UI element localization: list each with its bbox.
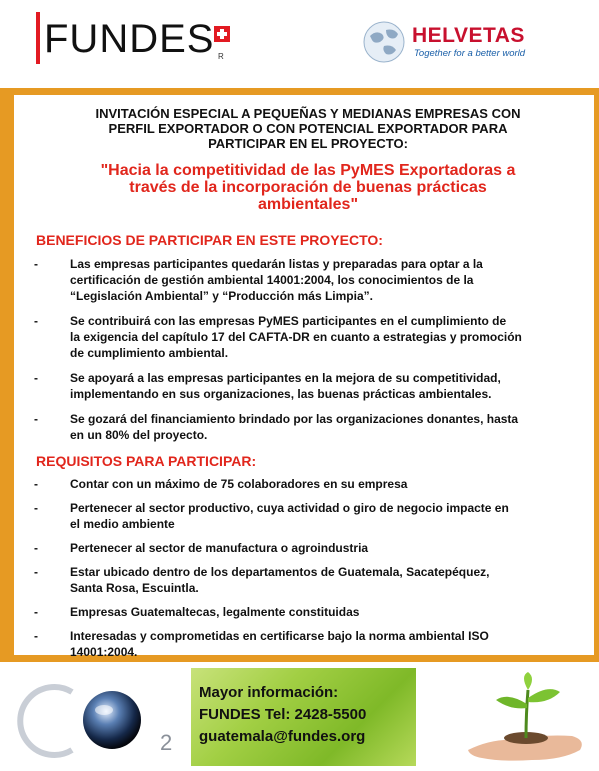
invitation-line: INVITACIÓN ESPECIAL A PEQUEÑAS Y MEDIANAS EMPRESAS CON (95, 106, 521, 121)
list-item-line: Se contribuirá con las empresas PyMES participantes en el cumplimiento de (70, 314, 507, 328)
co2-graphic (14, 680, 184, 760)
list-dash: - (34, 257, 38, 271)
list-item-line: Interesadas y comprometidas en certificarse bajo la norma ambiental ISO (70, 629, 489, 643)
list-item-line: certificación de gestión ambiental 14001:2004, los conocimientos de la (70, 273, 474, 287)
swiss-cross-icon (214, 26, 230, 42)
list-dash: - (34, 314, 38, 328)
benefits-title: BENEFICIOS DE PARTICIPAR EN ESTE PROYECTO: (36, 232, 383, 248)
project-title (38, 162, 578, 213)
list-item-text (70, 500, 582, 532)
list-item (34, 476, 582, 492)
helvetas-logo-text: HELVETAS (412, 24, 525, 47)
list-item-text (70, 411, 582, 443)
fundes-logo-bar (36, 12, 40, 64)
list-item-line: Las empresas participantes quedarán listas y preparadas para optar a la (70, 257, 483, 271)
list-item (34, 256, 582, 304)
list-item-line: el medio ambiente (70, 517, 175, 531)
list-item-line: de cumplimiento ambiental. (70, 346, 229, 360)
list-item-text (70, 604, 582, 620)
list-item (34, 313, 582, 361)
co2-subscript: 2 (160, 730, 173, 755)
list-item-line: Estar ubicado dentro de los departamentos de Guatemala, Sacatepéquez, (70, 565, 490, 579)
project-title-line: través de la incorporación de buenas prácticas (129, 179, 487, 196)
contact-email: guatemala@fundes.org (199, 728, 366, 745)
list-dash: - (34, 412, 38, 426)
header (0, 0, 599, 88)
list-item-line: en un 80% del proyecto. (70, 428, 208, 442)
list-item-line: 14001:2004. (70, 645, 138, 659)
list-item-line: implementando en sus organizaciones, las buenas prácticas ambientales. (70, 387, 492, 401)
list-dash: - (34, 565, 38, 579)
benefits-list (34, 256, 582, 452)
project-title-line: "Hacia la competitividad de las PyMES Exportadoras a (100, 162, 516, 179)
list-item (34, 500, 582, 532)
list-item-text (70, 540, 582, 556)
list-dash: - (34, 501, 38, 515)
list-item-text (70, 628, 582, 660)
list-dash: - (34, 477, 38, 491)
list-item-line: Contar con un máximo de 75 colaboradores en su empresa (70, 477, 408, 491)
list-item-line: “Legislación Ambiental” y “Producción más Limpia”. (70, 289, 373, 303)
list-item-line: Empresas Guatemaltecas, legalmente constituidas (70, 605, 360, 619)
list-item-line: la exigencia del capítulo 17 del CAFTA-DR en cuanto a estrategias y promoción (70, 330, 522, 344)
contact-title: Mayor información: (199, 684, 339, 701)
list-item (34, 540, 582, 556)
list-dash: - (34, 629, 38, 643)
requirements-title: REQUISITOS PARA PARTICIPAR: (36, 453, 257, 469)
invitation-line: PERFIL EXPORTADOR O CON POTENCIAL EXPORTADOR PARA (108, 121, 508, 136)
list-item-text (70, 564, 582, 596)
list-item-line: Se apoyará a las empresas participantes en la mejora de su competitividad, (70, 371, 501, 385)
fundes-logo-text: FUNDES (44, 17, 215, 61)
globe-icon (362, 20, 406, 64)
list-item (34, 370, 582, 402)
invitation-line: PARTICIPAR EN EL PROYECTO: (208, 136, 408, 151)
invitation-heading (38, 106, 578, 151)
registered-mark: R (218, 52, 224, 61)
list-item (34, 411, 582, 443)
list-item (34, 628, 582, 660)
list-item (34, 604, 582, 620)
list-item-text (70, 313, 582, 361)
list-dash: - (34, 371, 38, 385)
list-item-text (70, 476, 582, 492)
requirements-list (34, 476, 582, 668)
helvetas-tagline: Together for a better world (414, 48, 526, 59)
list-item-text (70, 256, 582, 304)
hand-plant-image (462, 670, 590, 766)
list-item (34, 564, 582, 596)
list-item-line: Pertenecer al sector de manufactura o agroindustria (70, 541, 369, 555)
project-title-line: ambientales" (257, 196, 359, 213)
list-dash: - (34, 541, 38, 555)
list-item-line: Se gozará del financiamiento brindado por las organizaciones donantes, hasta (70, 412, 519, 426)
list-item-text (70, 370, 582, 402)
list-item-line: Pertenecer al sector productivo, cuya actividad o giro de negocio impacte en (70, 501, 509, 515)
list-item-line: Santa Rosa, Escuintla. (70, 581, 199, 595)
list-dash: - (34, 605, 38, 619)
contact-phone: FUNDES Tel: 2428-5500 (199, 706, 367, 723)
